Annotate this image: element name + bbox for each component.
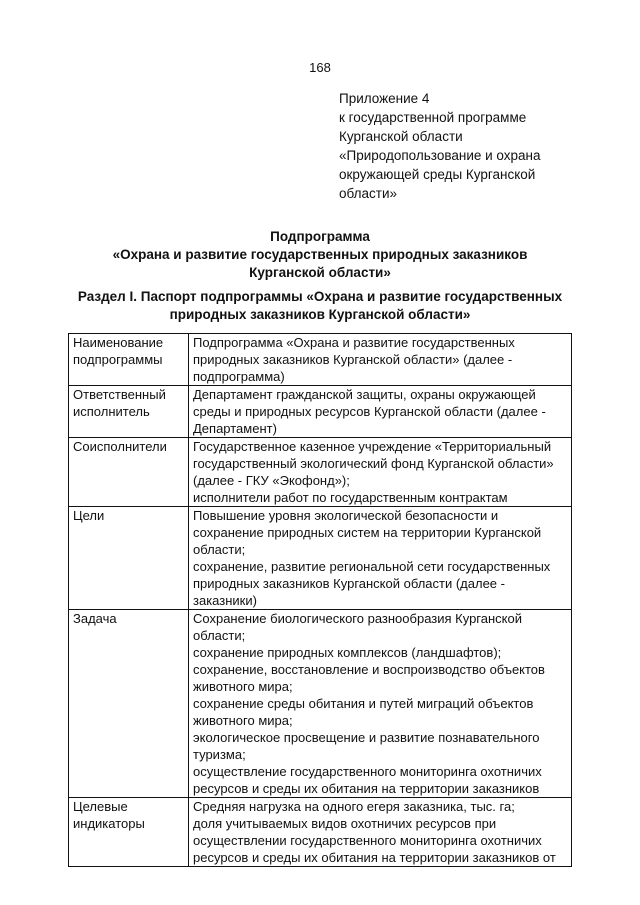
appendix-note (339, 89, 579, 203)
passport-value-cell (189, 386, 572, 438)
passport-value-line: животного мира; (193, 679, 293, 694)
passport-value-cell (189, 507, 572, 610)
passport-value-line: Департамент гражданской защиты, охраны окружающей (193, 387, 536, 402)
subprogram-title (0, 228, 640, 282)
passport-row (69, 334, 572, 386)
appendix-line: области» (339, 186, 398, 201)
passport-value-line: Подпрограмма «Охрана и развитие государственных (193, 335, 515, 350)
passport-value-line: доля учитываемых видов охотничих ресурсов при (193, 816, 497, 831)
passport-value-line: ресурсов и среды их обитания на территории заказников (193, 781, 540, 796)
passport-label-cell (69, 798, 189, 867)
passport-value-cell (189, 438, 572, 507)
passport-value-line: области; (193, 542, 246, 557)
passport-label-line: Наименование (73, 335, 164, 350)
passport-value-line: области; (193, 628, 246, 643)
appendix-line: к государственной программе (339, 110, 527, 125)
appendix-line: Приложение 4 (339, 91, 430, 106)
passport-value-line: (далее - ГКУ «Экофонд»); (193, 473, 350, 488)
passport-label-line: Целевые (73, 799, 128, 814)
passport-label-line: Задача (73, 611, 117, 626)
passport-value-line: сохранение природных систем на территории Курганской (193, 525, 542, 540)
passport-row (69, 507, 572, 610)
passport-label-cell (69, 334, 189, 386)
passport-table-body (69, 334, 572, 867)
passport-label-line: Соисполнители (73, 439, 167, 454)
passport-value-line: заказники) (193, 593, 257, 608)
passport-value-line: среды и природных ресурсов Курганской области (далее - (193, 404, 546, 419)
passport-value-line: исполнители работ по государственным контрактам (193, 490, 508, 505)
passport-label-line: подпрограммы (73, 352, 163, 367)
passport-label-cell (69, 610, 189, 798)
section-title (0, 288, 640, 324)
section-title-line: природных заказников Курганской области» (169, 307, 471, 322)
passport-label-cell (69, 507, 189, 610)
appendix-line: Курганской области (339, 129, 463, 144)
appendix-line: «Природопользование и охрана (339, 148, 541, 163)
subprogram-title-line: Курганской области» (249, 265, 391, 280)
passport-value-line: сохранение, развитие региональной сети государственных (193, 559, 551, 574)
passport-table (68, 333, 572, 867)
passport-label-cell (69, 386, 189, 438)
passport-value-line: Повышение уровня экологической безопасности и (193, 508, 499, 523)
passport-value-line: сохранение, восстановление и воспроизводство объектов (193, 662, 545, 677)
passport-value-line: животного мира; (193, 713, 293, 728)
passport-value-cell (189, 610, 572, 798)
passport-value-line: природных заказников Курганской области (далее - (193, 576, 505, 591)
passport-value-line: Сохранение биологического разнообразия Курганской (193, 611, 522, 626)
subprogram-title-line: «Охрана и развитие государственных природных заказников (112, 247, 528, 262)
passport-label-line: исполнитель (73, 404, 150, 419)
passport-label-line: индикаторы (73, 816, 145, 831)
passport-row (69, 798, 572, 867)
passport-row (69, 438, 572, 507)
passport-value-line: сохранение среды обитания и путей миграций объектов (193, 696, 534, 711)
passport-value-line: Департамент) (193, 421, 277, 436)
passport-row (69, 610, 572, 798)
passport-label-line: Цели (73, 508, 105, 523)
passport-value-line: ресурсов и среды их обитания на территории заказников от (193, 850, 556, 865)
page-number: 168 (309, 60, 331, 75)
passport-value-line: Государственное казенное учреждение «Территориальный (193, 439, 552, 454)
passport-value-line: сохранение природных комплексов (ландшафтов); (193, 645, 502, 660)
appendix-line: окружающей среды Курганской (339, 167, 536, 182)
passport-row (69, 386, 572, 438)
passport-label-line: Ответственный (73, 387, 166, 402)
passport-value-line: природных заказников Курганской области» (далее - (193, 352, 513, 367)
passport-value-line: осуществлении государственного мониторинга охотничих (193, 833, 542, 848)
passport-label-cell (69, 438, 189, 507)
passport-value-line: подпрограмма) (193, 369, 285, 384)
passport-value-line: осуществление государственного мониторинга охотничих (193, 764, 542, 779)
passport-value-line: Средняя нагрузка на одного егеря заказника, тыс. га; (193, 799, 515, 814)
passport-value-cell (189, 798, 572, 867)
passport-value-line: государственный экологический фонд Курганской области» (193, 456, 554, 471)
section-title-line: Раздел I. Паспорт подпрограммы «Охрана и развитие государственных (77, 289, 563, 304)
passport-value-line: туризма; (193, 747, 246, 762)
passport-value-cell (189, 334, 572, 386)
passport-value-line: экологическое просвещение и развитие познавательного (193, 730, 540, 745)
subprogram-title-line: Подпрограмма (270, 229, 370, 244)
